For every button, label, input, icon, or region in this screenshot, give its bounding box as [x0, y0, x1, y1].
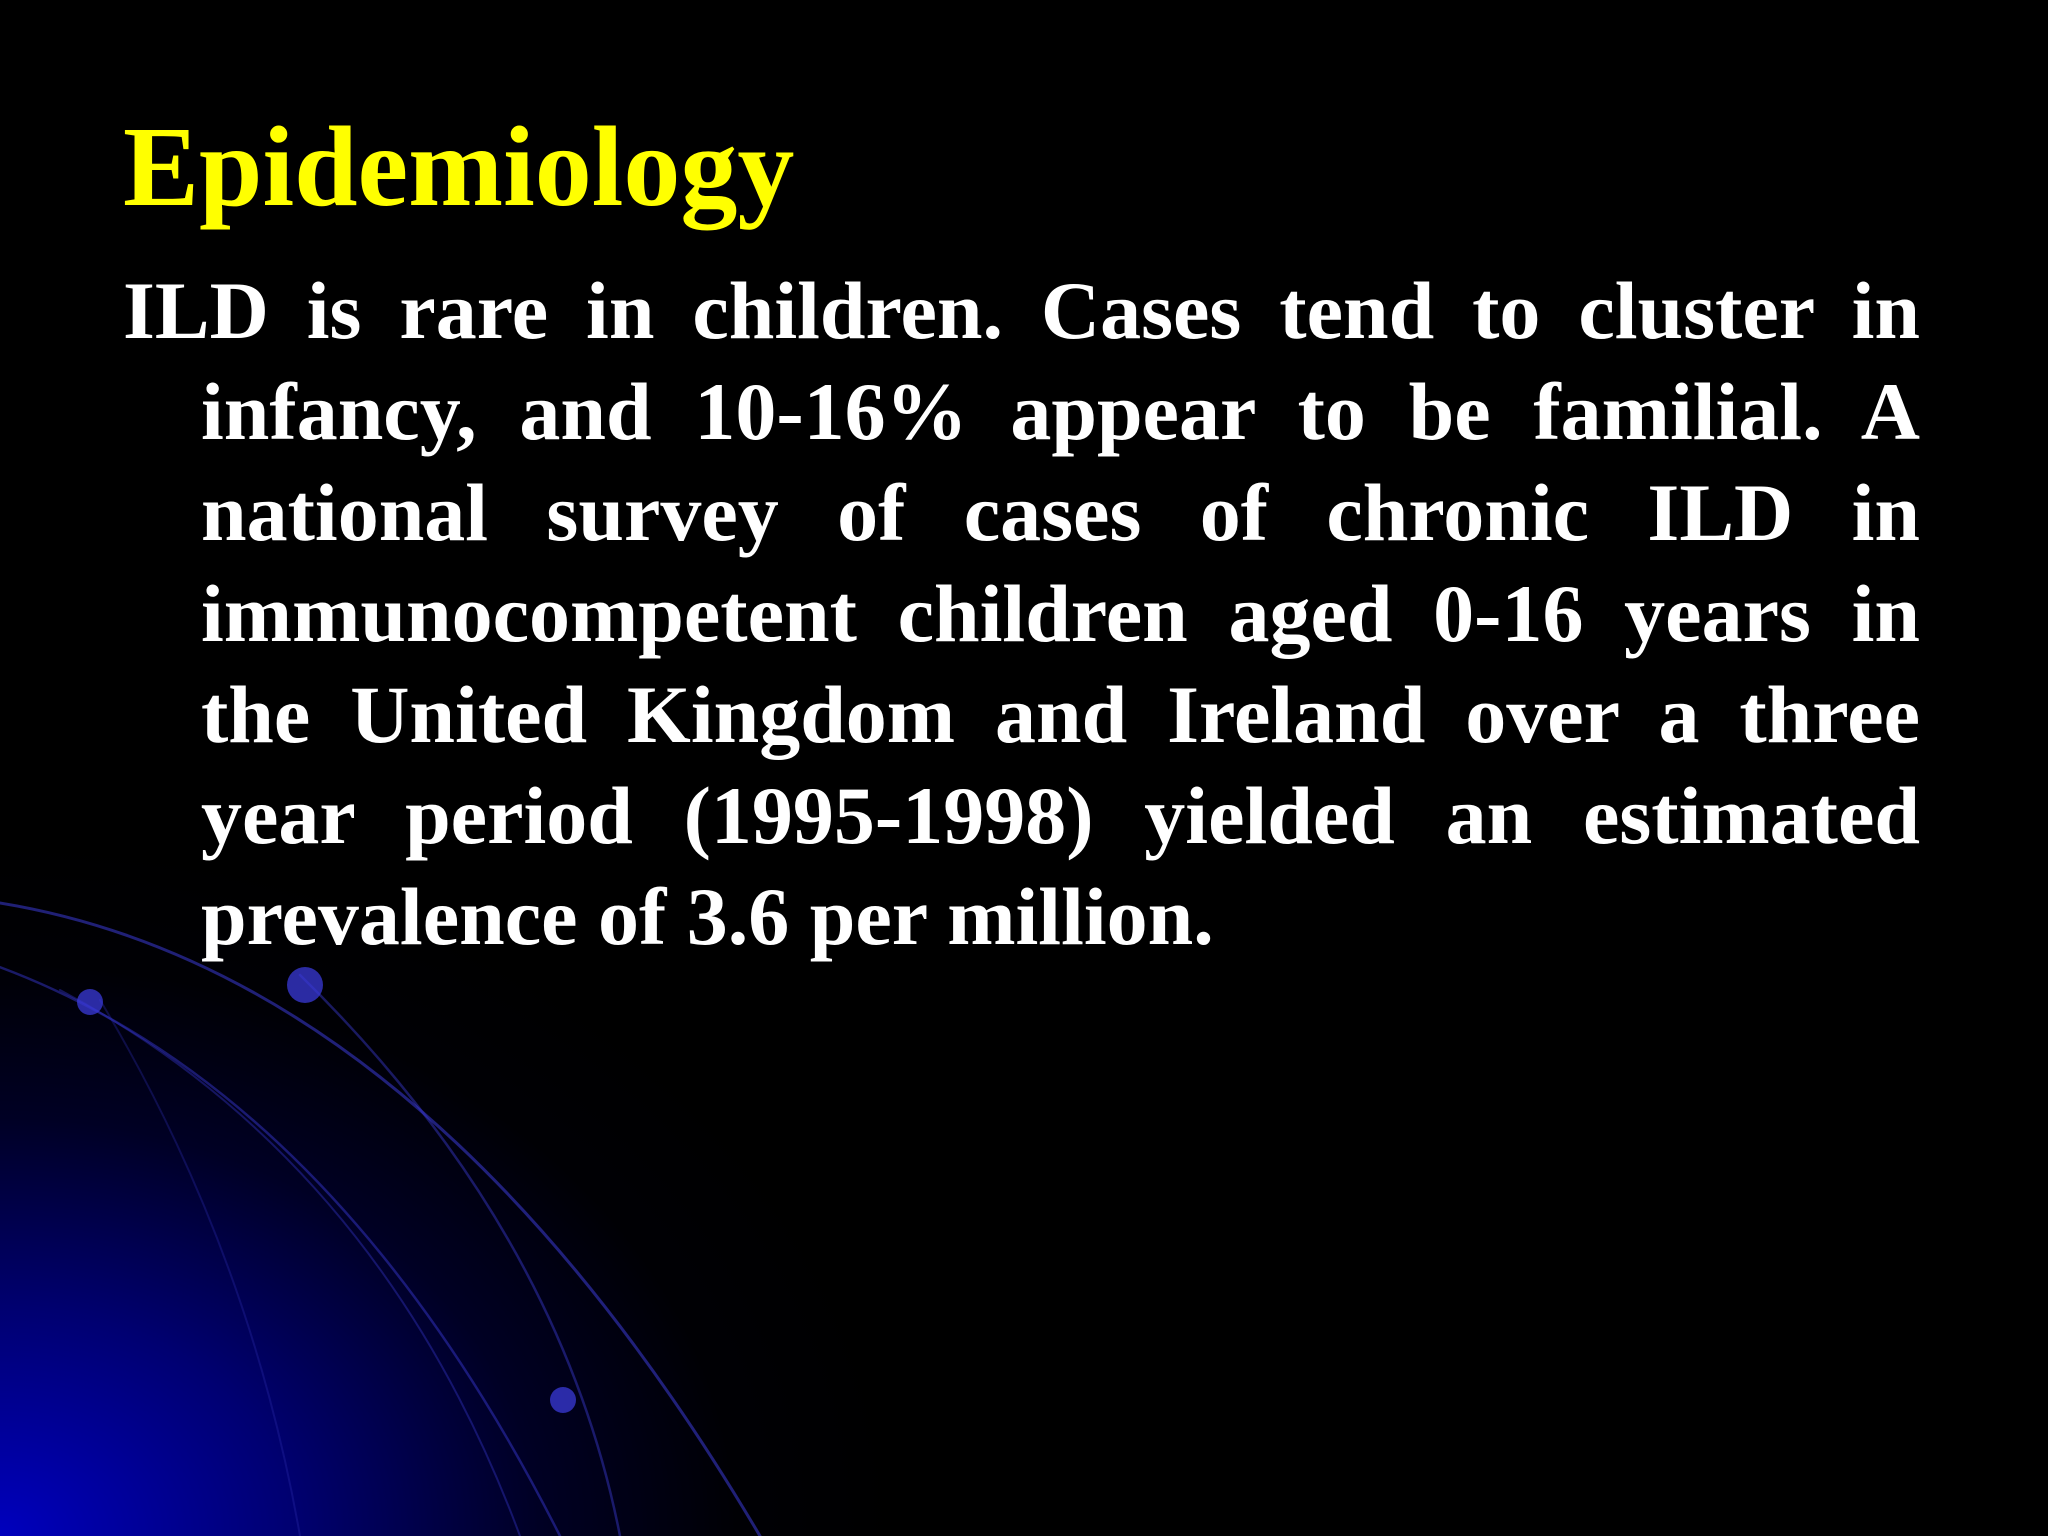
decor-dot-3: [550, 1387, 576, 1413]
slide-title: Epidemiology: [123, 103, 795, 230]
decor-dot-2: [287, 967, 323, 1003]
slide-body-text: ILD is rare in children. Cases tend to cluster in infancy, and 10-16% appear to be familial. A national survey of cases of chronic ILD in immunocompetent children aged 0-16 years in the United Kingdom and Ireland over a three year period (1995-1998) yielded an estimated prevalence of 3.6 per million.: [123, 265, 1920, 962]
decor-arc-4: [300, 975, 620, 1536]
decor-arc-1: [0, 900, 760, 1536]
decor-arc-3: [60, 990, 520, 1536]
decor-arc-2: [0, 960, 560, 1536]
decor-dot-1: [77, 989, 103, 1015]
